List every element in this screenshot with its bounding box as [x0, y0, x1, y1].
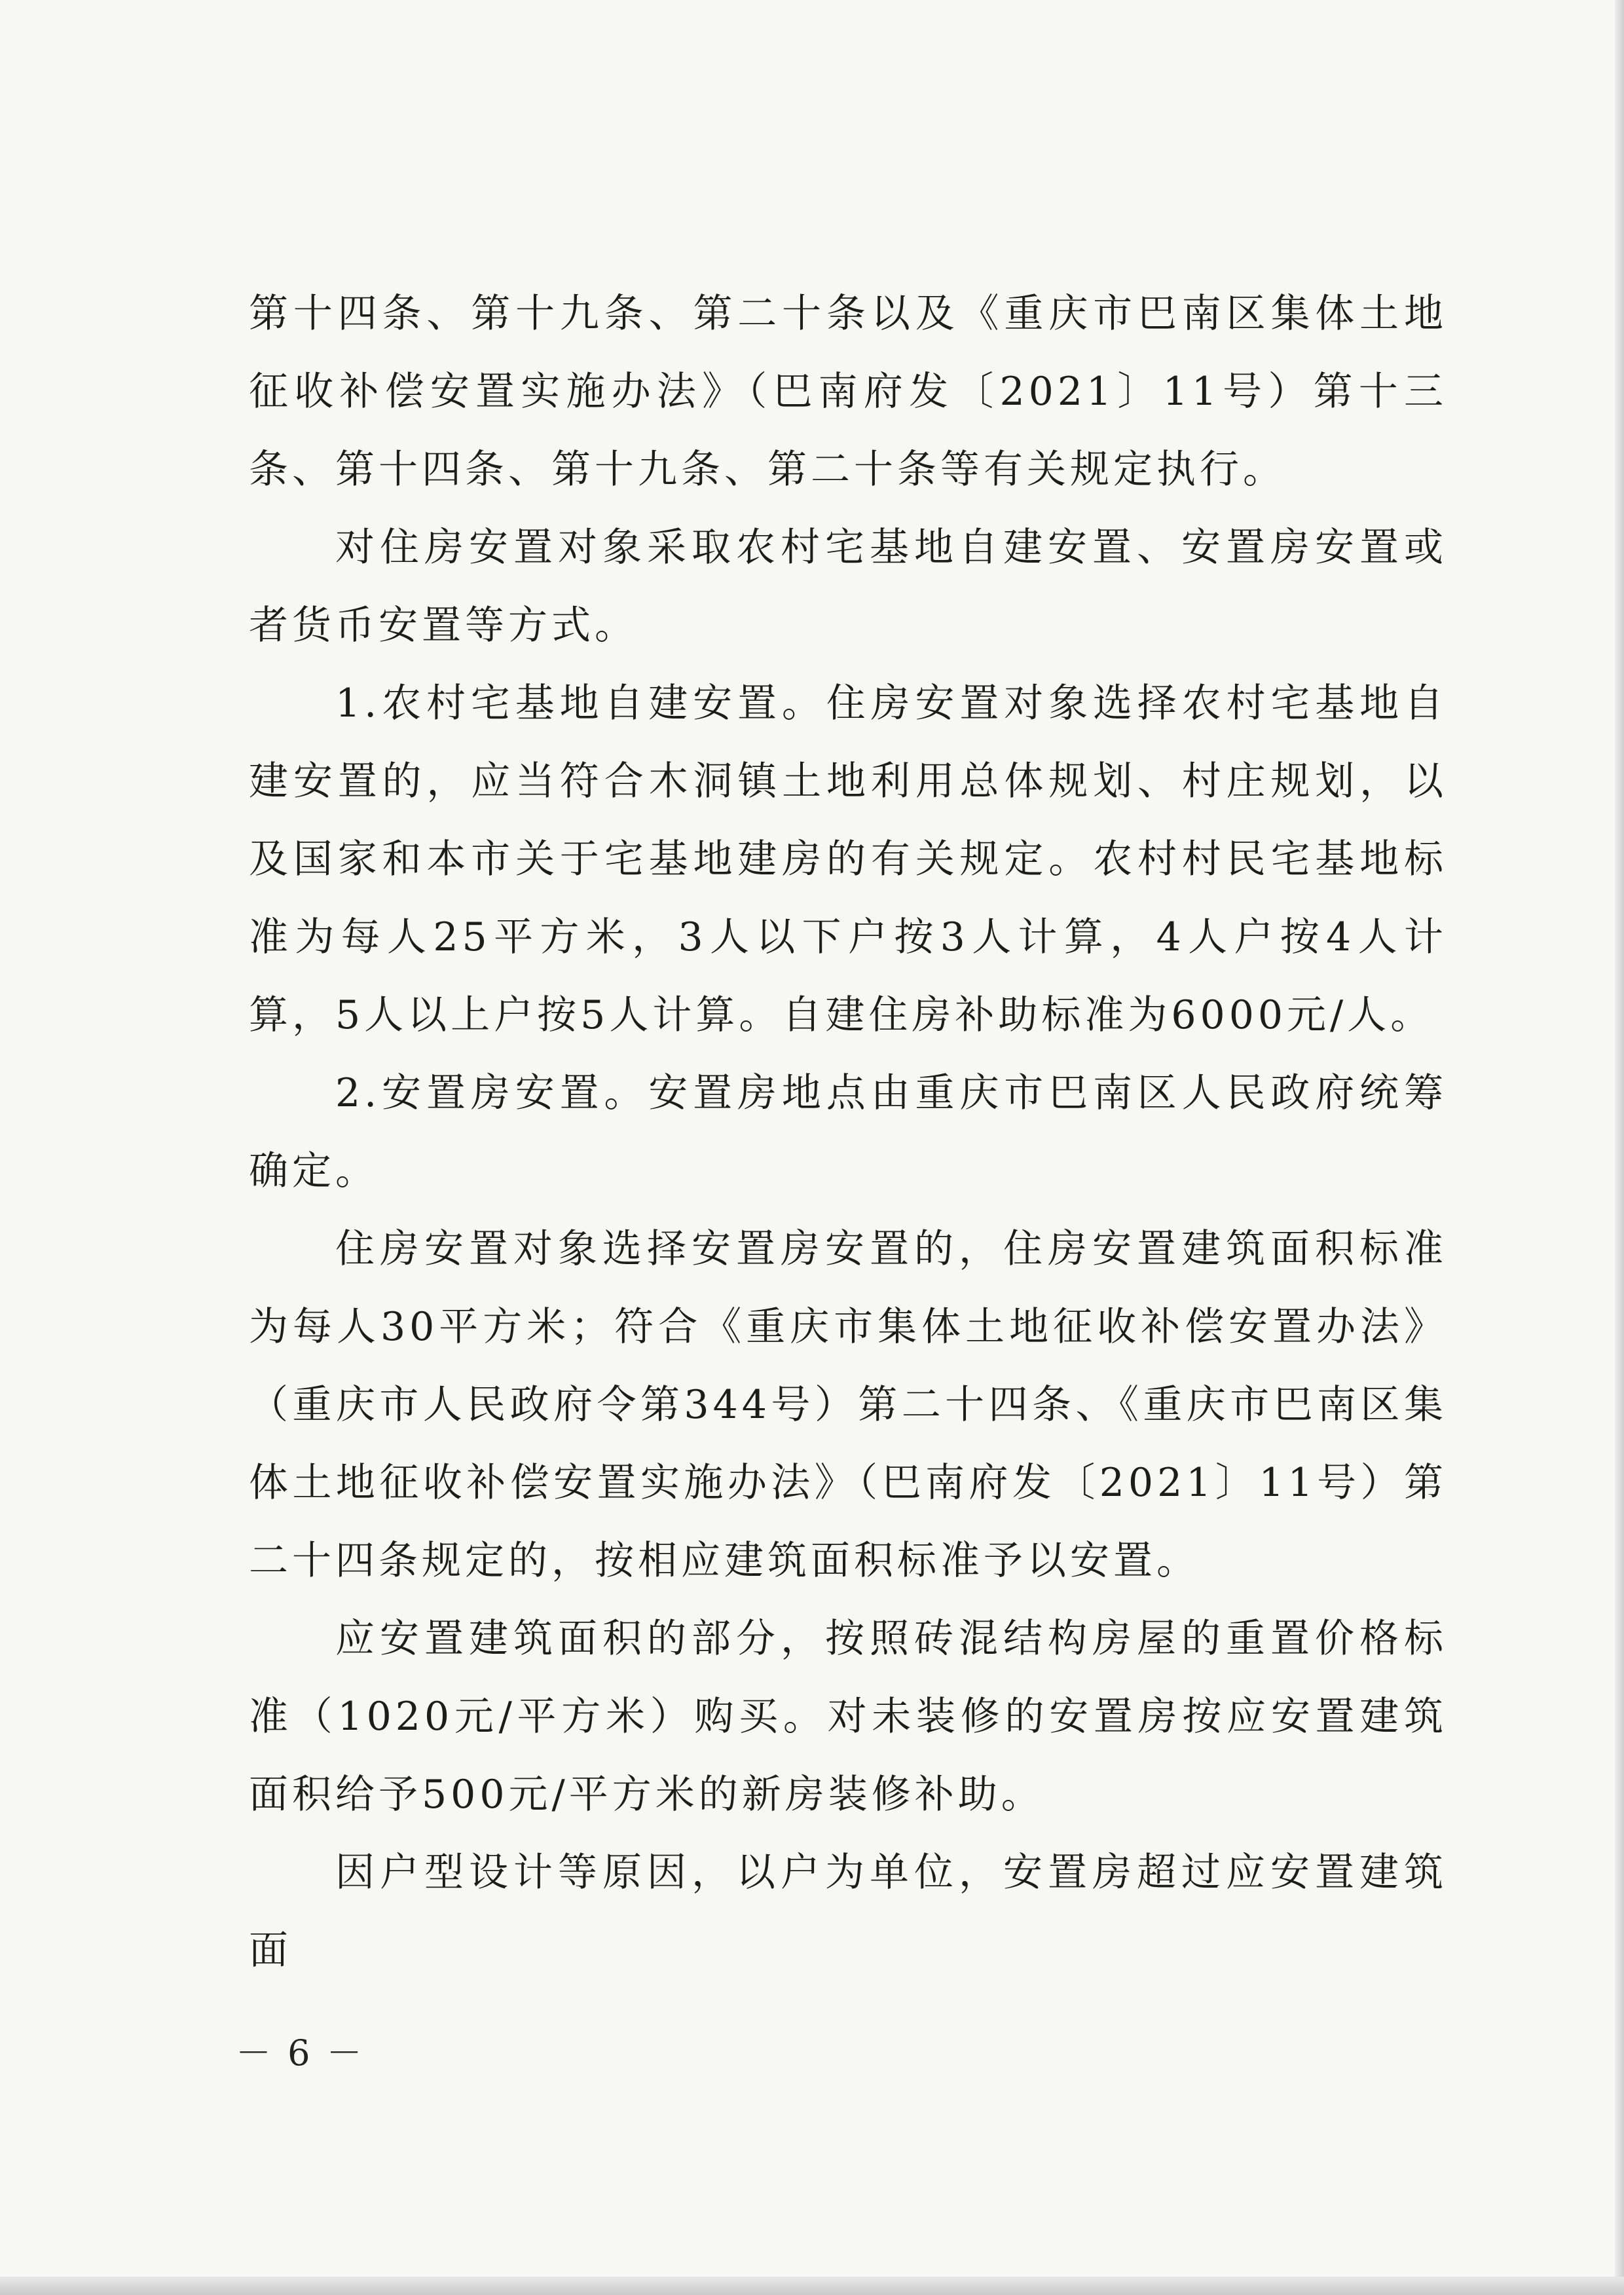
paragraph-purchase-price: 应安置建筑面积的部分，按照砖混结构房屋的重置价格标准（1020元/平方米）购买。对未装修的安置房按应安置建筑面积给予500元/平方米的新房装修补助。 — [249, 1616, 1447, 1818]
paragraph-resettlement-housing: 2.安置房安置。安置房地点由重庆市巴南区人民政府统筹确定。 — [249, 1070, 1447, 1194]
paragraph-excess-area: 因户型设计等原因，以户为单位，安置房超过应安置建筑面 — [249, 1850, 1447, 1973]
paragraph-homestead-self-build: 1.农村宅基地自建安置。住房安置对象选择农村宅基地自建安置的，应当符合木洞镇土地利用总体规划、村庄规划，以及国家和本市关于宅基地建房的有关规定。农村村民宅基地标准为每人25平方米，3人以下户按3人计算，4人户按4人计算，5人以上户按5人计算。自建住房补助标准为6000元/人。 — [249, 681, 1447, 1038]
page-number: － 6 － — [236, 2032, 365, 2074]
paragraph-continuation: 第十四条、第十九条、第二十条以及《重庆市巴南区集体土地征收补偿安置实施办法》（巴南府发〔2021〕11号）第十三条、第十四条、第十九条、第二十条等有关规定执行。 — [249, 291, 1447, 493]
scan-edge-right — [1615, 0, 1624, 2295]
paragraph-resettlement-methods: 对住房安置对象采取农村宅基地自建安置、安置房安置或者货币安置等方式。 — [249, 525, 1447, 648]
paragraph-area-standard: 住房安置对象选择安置房安置的，住房安置建筑面积标准为每人30平方米；符合《重庆市集体土地征收补偿安置办法》（重庆市人民政府令第344号）第二十四条、《重庆市巴南区集体土地征收补偿安置实施办法》（巴南府发〔2021〕11号）第二十四条规定的，按相应建筑面积标准予以安置。 — [249, 1226, 1447, 1584]
scan-edge-bottom — [0, 2277, 1624, 2295]
document-body — [249, 275, 1447, 1990]
